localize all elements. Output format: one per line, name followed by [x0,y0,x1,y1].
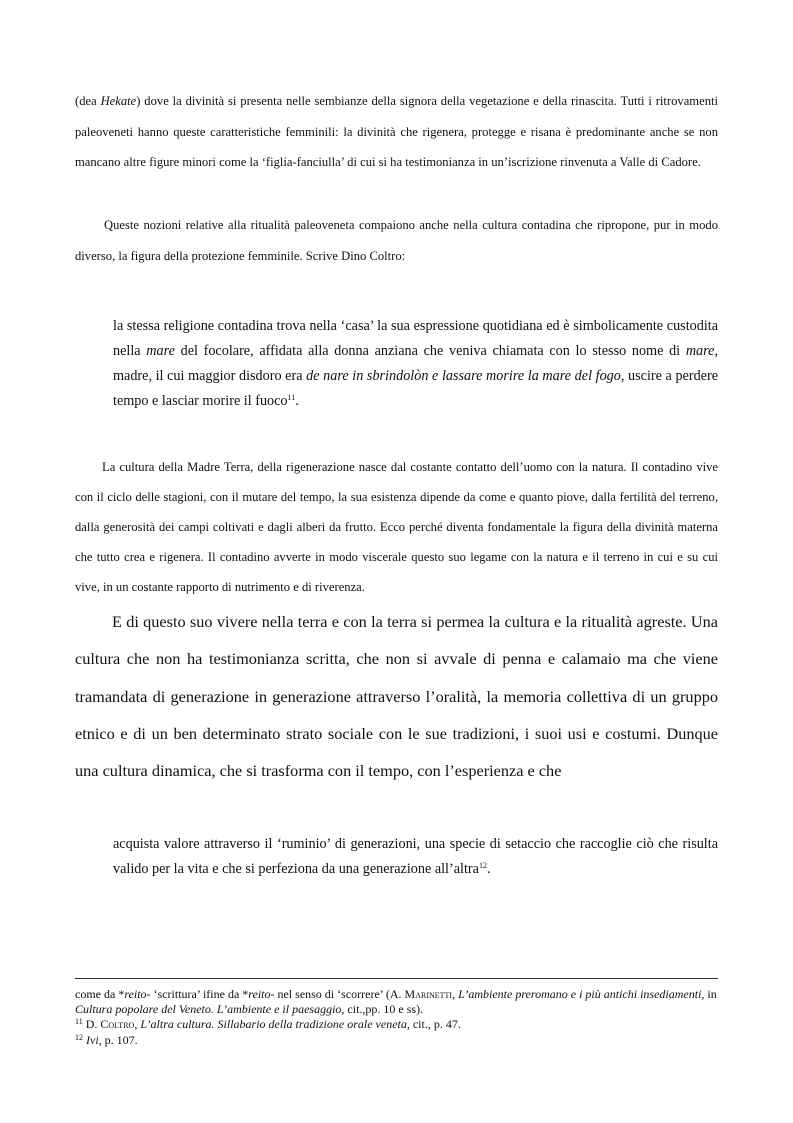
text-run: E di questo suo vivere nella terra e con la terra si permea la cultura e la ritualità agreste. Una cultura che non ha testimonianza scritta, che non si avvale di penna e calamaio ma che viene tramandata di generazione in generazione attraverso l’oralità, la memoria collettiva di un gruppo etnico e di un ben determinato strato sociale con le sue tradizioni, i suoi usi e costumi. Dunque una cultura dinamica, che si trasforma con il tempo, con l’esperienza e che [75,612,718,781]
text-run: . [295,393,299,409]
block-quote-ruminio [113,832,718,882]
footnote-11: $^{11}$ D. Coltro, L’altra cultura. Sillabario della tradizione orale veneta, cit., p. 47. [75,1017,461,1032]
block-quote-coltro [113,314,718,414]
italic-run: mare, [685,343,718,359]
paragraph-nozioni [75,210,718,271]
footnote-ref-11[interactable]: 11 [287,393,296,402]
text-run: La cultura della Madre Terra, della rigenerazione nasce dal costante contatto dell’uomo con la natura. Il contadino vive con il ciclo delle stagioni, con il mutare del tempo, la sua esistenza dipende da come e quanto piove, dalla fertilità del terreno, dalla generosità dei campi coltivati e dagli alberi da frutto. Ecco perché diventa fondamentale la figura della divinità materna che tutto crea e rigenera. Il contadino avverte in modo viscerale questo suo legame con la natura e il terreno in cui e su cui vive, in un costante rapporto di nutrimento e di riverenza. [75,460,718,594]
text-run: ) dove la divinità si presenta nelle sembianze della signora della vegetazione e della rinascita. Tutti i ritrovamenti paleoveneti hanno queste caratteristiche femminili: la divinità che rigenera, protegge e risana è predominante anche se non mancano altre figure minori come la ‘figlia-fanciulla’ di cui si ha testimonianza in un’iscrizione rinvenuta a Valle di Cadore. [75,94,718,169]
paragraph-vivere-terra [75,603,718,789]
italic-run: de nare in sbrindolòn e lassare morire la mare del fogo, [306,368,625,384]
text-run: la stessa religione contadina trova nella ‘casa’ la sua espressione quotidiana ed è simbolicamente custodita nella [113,318,718,359]
text-run: . [486,861,491,877]
paragraph-madre-terra [75,452,718,602]
text-run: Queste nozioni relative alla ritualità paleoveneta compaiono anche nella cultura contadina che ripropone, pur in modo diverso, la figura della protezione femminile. Scrive Dino Coltro: [75,218,718,263]
footnote-ref-12[interactable]: 12 [478,861,487,870]
footnote-separator [75,978,718,979]
text-run: madre, il cui maggior disdoro era [113,368,307,384]
text-run: uscire a perdere tempo e lasciar morire il fuoco [113,368,718,409]
italic-run: Hekate [100,94,137,108]
text-run: (dea [75,94,101,108]
text-run: del focolare, affidata alla donna anziana che veniva chiamata con lo stesso nome di [174,343,686,359]
footnote-continuation: come da *reito- ‘scrittura’ ifine da *reito- nel senso di ‘scorrere’ (A. Marinetti, L’ambiente preromano e i più antichi insediamenti, in Cultura popolare del Veneto. L’ambiente e il paesaggio, cit.,pp. 10 e ss). [75,987,717,1017]
text-run: acquista valore attraverso il ‘ruminio’ di generazioni, una specie di setaccio che raccoglie ciò che risulta valido per la vita e che si perfeziona da una generazione all’altra [113,836,718,877]
italic-run: mare [146,343,175,359]
footnotes [75,987,718,1048]
footnote-12: $^{12}$ Ivi, p. 107. [75,1032,138,1047]
paragraph-hekate [75,86,718,178]
